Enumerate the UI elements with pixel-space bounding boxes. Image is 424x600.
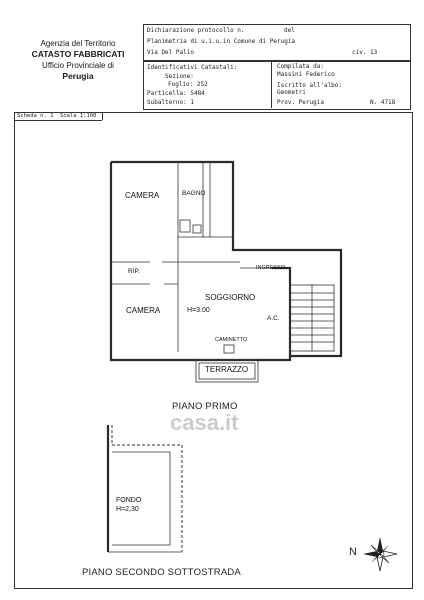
room-camera-2: CAMERA xyxy=(126,306,161,315)
height-soggiorno: H=3.00 xyxy=(187,307,210,314)
identificativi-label: Identificativi Catastali: xyxy=(147,64,238,71)
watermark-logo: casa.it xyxy=(170,410,239,435)
room-camera-1: CAMERA xyxy=(125,191,160,200)
compilata-name: Massini Federico xyxy=(277,71,335,78)
agency-name: Agenzia del Territorio xyxy=(40,39,116,48)
address-text: Via Del Palio xyxy=(147,49,194,56)
prov-text: Prov. Perugia xyxy=(277,99,324,106)
subalterno-value: Subalterno: 1 xyxy=(147,99,194,106)
civ-text: civ. 13 xyxy=(352,49,378,56)
label-caminetto: CAMINETTO xyxy=(215,337,248,343)
planimetria-text: Planimetria di u.i.u.in Comune di Perugia xyxy=(147,38,296,45)
catasto-title: CATASTO FABBRICATI xyxy=(31,49,125,59)
room-soggiorno: SOGGIORNO xyxy=(205,293,256,302)
numero-text: N. 4718 xyxy=(370,99,396,106)
scheda-label: Scheda n. 1 xyxy=(17,112,54,119)
room-terrazzo: TERRAZZO xyxy=(205,365,249,374)
office-city: Perugia xyxy=(62,71,94,81)
plan-title-secondo: PIANO SECONDO SOTTOSTRADA xyxy=(82,567,241,578)
scala-label: Scala 1:100 xyxy=(60,112,97,119)
label-ac: A.C. xyxy=(267,315,280,322)
room-ingresso: INGRESSO xyxy=(256,265,286,271)
room-ripostiglio: RIP. xyxy=(128,268,140,275)
foglio-value: Foglio: 252 xyxy=(168,81,208,88)
office-label: Ufficio Provinciale di xyxy=(42,61,114,70)
del-label: del xyxy=(284,27,295,34)
compass-north-label: N xyxy=(349,546,357,558)
compass-rose xyxy=(363,537,397,571)
particella-value: Particella: 5484 xyxy=(147,90,205,97)
piano-secondo-walls xyxy=(108,425,182,552)
iscritto-label: Iscritto all'albo: xyxy=(277,82,343,89)
room-bagno: BAGNO xyxy=(182,190,206,197)
iscritto-value: Geometri xyxy=(277,89,306,96)
compilata-label: Compilata da: xyxy=(277,63,324,70)
plan-title-primo: PIANO PRIMO xyxy=(172,401,238,412)
sezione-label: Sezione: xyxy=(165,73,194,80)
dichiarazione-label: Dichiarazione protocollo n. xyxy=(147,27,245,34)
height-fondo: H=2,30 xyxy=(116,506,139,513)
room-fondo: FONDO xyxy=(116,497,142,504)
